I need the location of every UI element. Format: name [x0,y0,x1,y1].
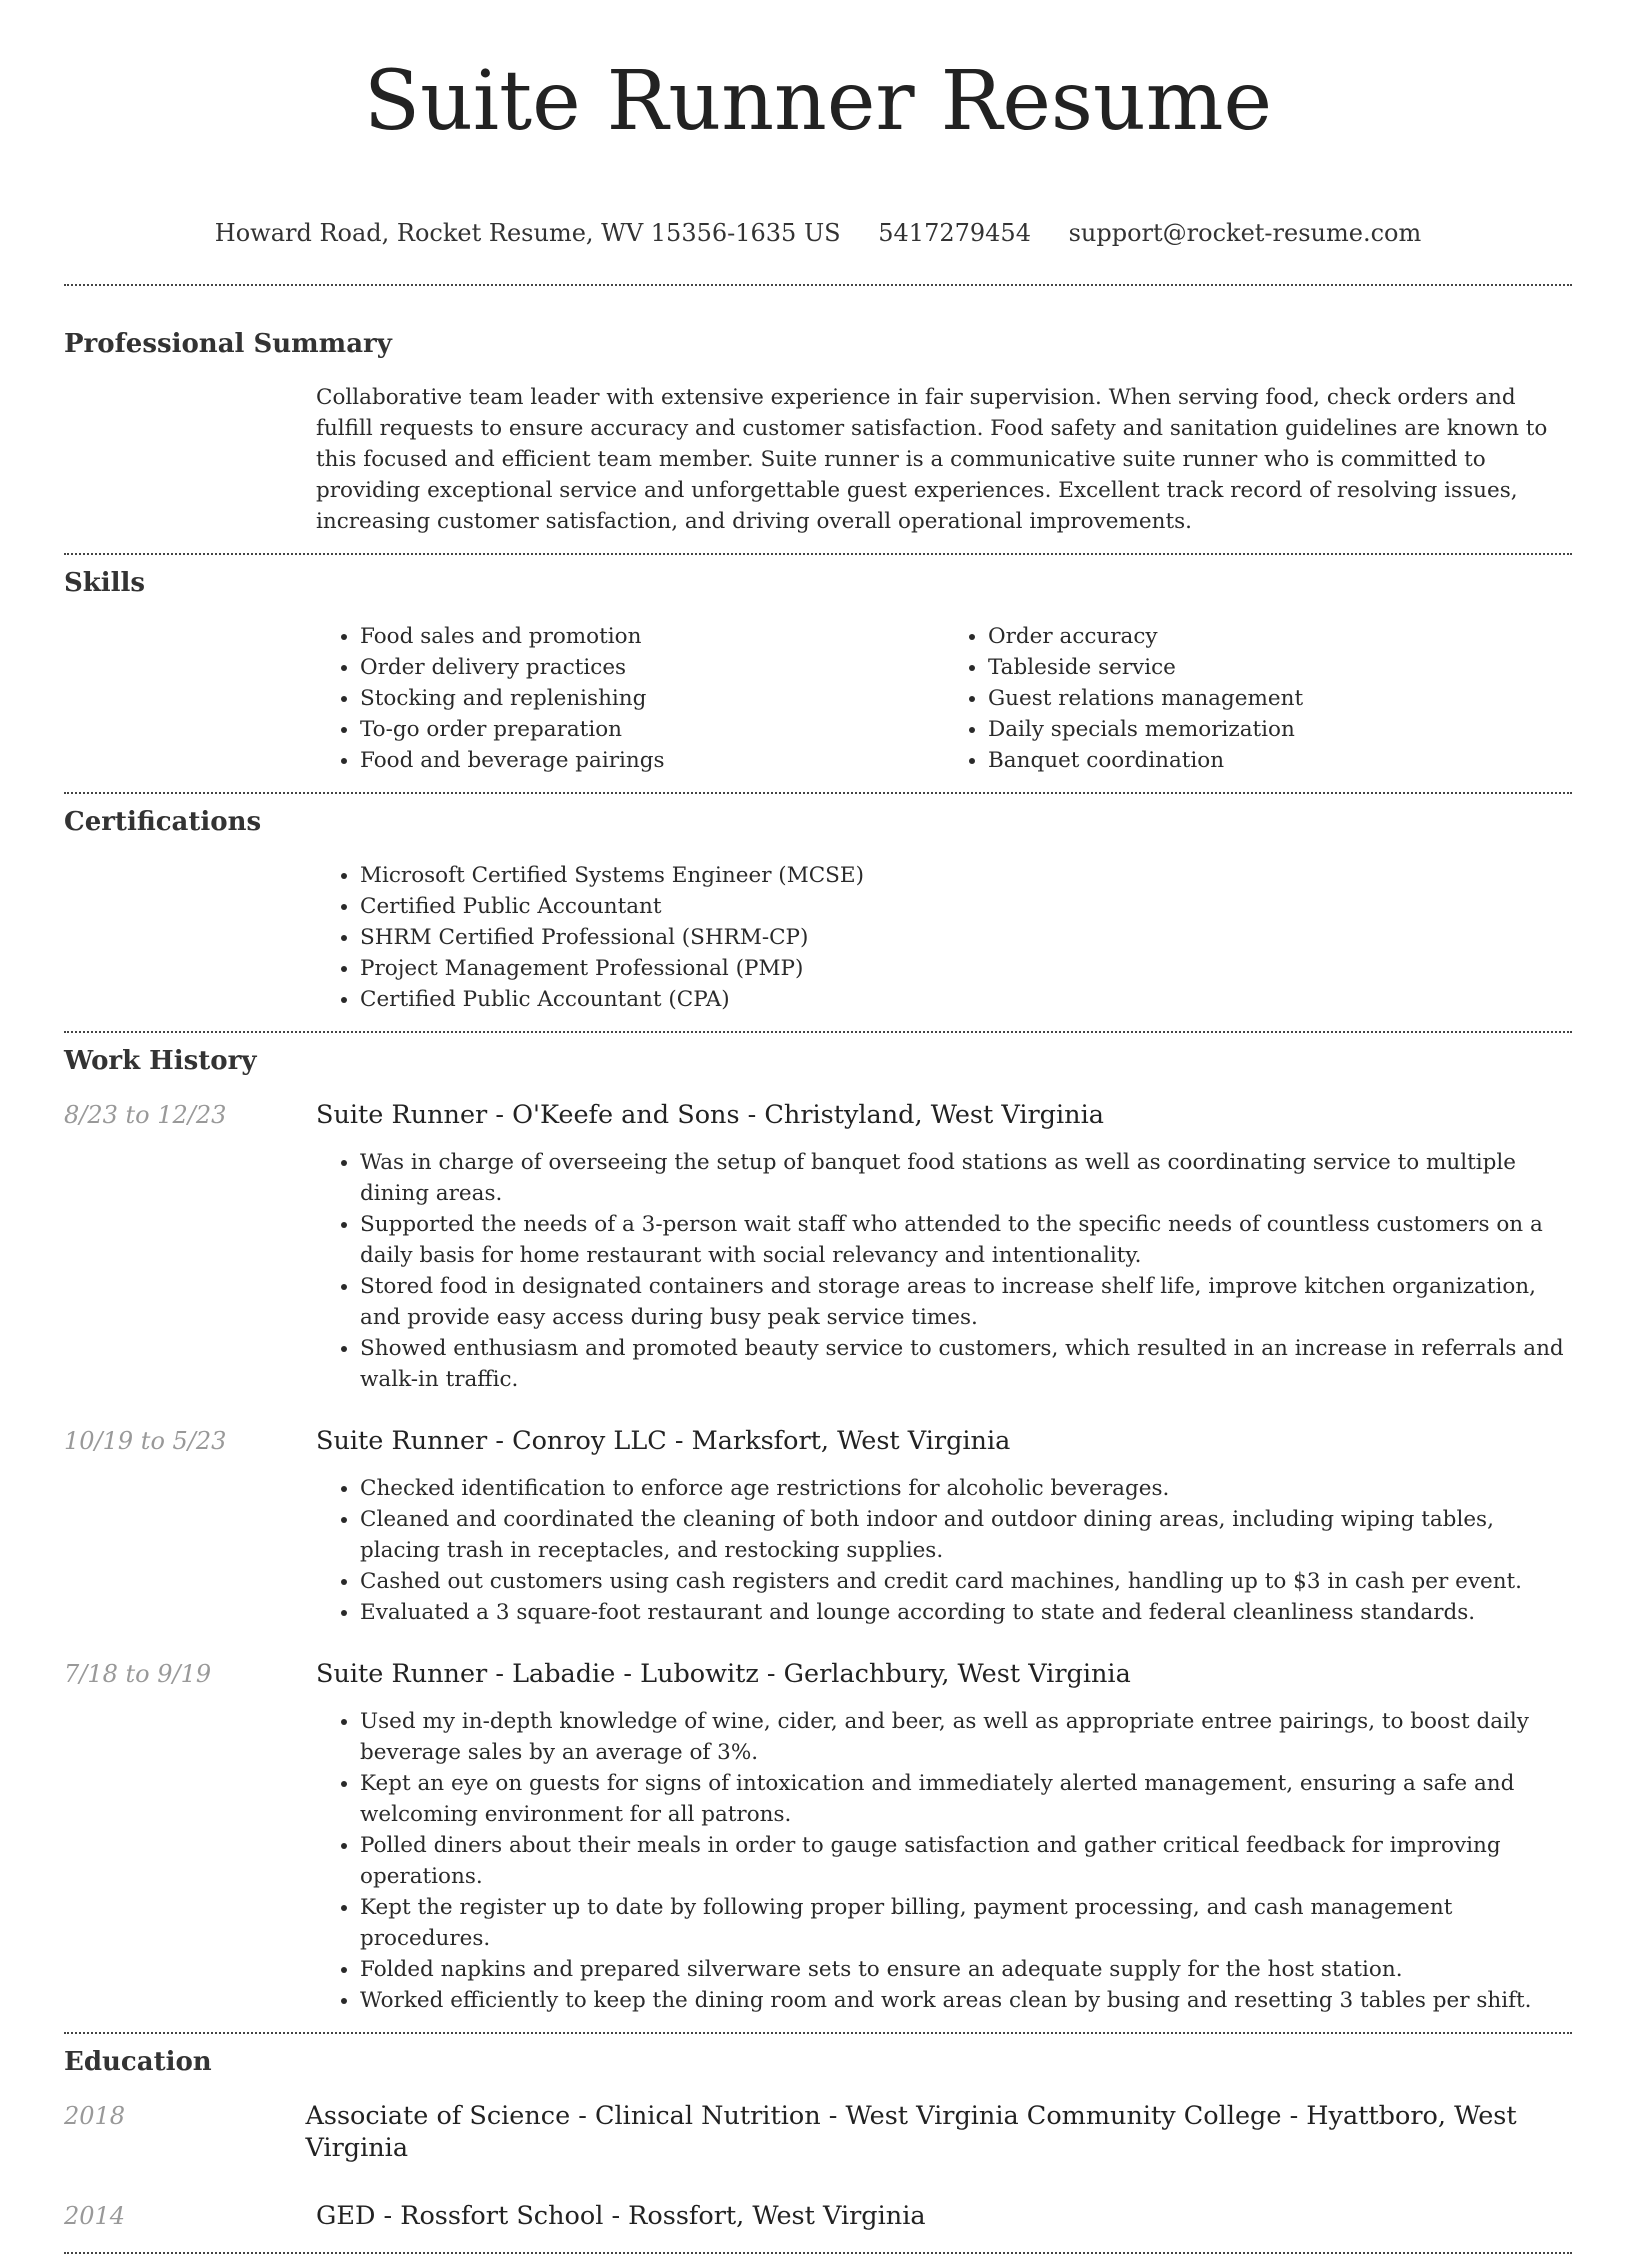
skill-item: • To-go order preparation [360,714,944,745]
divider [64,1031,1572,1033]
education-year: 2014 [64,2202,126,2230]
education-title: GED - Rossfort School - Rossfort, West Virginia [316,2201,926,2231]
resume-page [64,0,1572,2254]
contact-line [64,218,1572,248]
education-entry [64,2200,1572,2232]
job-bullet: • Cleaned and coordinated the cleaning of both indoor and outdoor dining areas, including wiping tables, placing trash in receptacles, and restocking supplies. [360,1504,1572,1566]
contact-address: Howard Road, Rocket Resume, WV 15356-1635 US [214,219,841,247]
skill-item: • Order accuracy [988,621,1572,652]
certification-item: • Certified Public Accountant (CPA) [360,984,1572,1015]
job-bullet: • Polled diners about their meals in order to gauge satisfaction and gather critical feedback for improving operations. [360,1830,1572,1892]
summary-text: Collaborative team leader with extensive experience in fair supervision. When serving food, check orders and fulfill requests to ensure accuracy and customer satisfaction. Food safety and sanitation guidelines are known to this focused and efficient team member. Suite runner is a communicative suite runner who is committed to providing exceptional service and unforgettable guest experiences. Excellent track record of resolving issues, increasing customer satisfaction, and driving overall operational improvements. [316,385,1548,534]
divider [64,284,1572,286]
job-dates: 8/23 to 12/23 [64,1101,227,1129]
summary-heading: Professional Summary [64,329,392,359]
skill-item: • Stocking and replenishing [360,683,944,714]
job-bullet: • Used my in-depth knowledge of wine, cider, and beer, as well as appropriate entree pairings, to boost daily beverage sales by an average of 3%. [360,1706,1572,1768]
job-bullet: • Showed enthusiasm and promoted beauty service to customers, which resulted in an increase in referrals and walk-in traffic. [360,1333,1572,1395]
certification-item: • Certified Public Accountant [360,891,1572,922]
skill-item: • Banquet coordination [988,745,1572,776]
job-title: Suite Runner - O'Keefe and Sons - Christyland, West Virginia [316,1100,1104,1130]
skills-heading: Skills [64,568,146,598]
education-entry [64,2100,1572,2164]
job-bullet: • Folded napkins and prepared silverware sets to ensure an adequate supply for the host station. [360,1954,1572,1985]
education-title: Associate of Science - Clinical Nutrition - West Virginia Community College - Hyattboro, West Virginia [305,2101,1517,2163]
skill-item: • Guest relations management [988,683,1572,714]
job-entry [64,1099,1572,1395]
education-heading: Education [64,2047,212,2077]
job-entry [64,1425,1572,1628]
education-year: 2018 [64,2102,126,2130]
skills-list [316,621,1572,776]
job-bullet: • Kept an eye on guests for signs of intoxication and immediately alerted management, ensuring a safe and welcoming environment for all patrons. [360,1768,1572,1830]
divider [64,2032,1572,2034]
job-title: Suite Runner - Labadie - Lubowitz - Gerlachbury, West Virginia [316,1659,1131,1689]
job-bullet: • Kept the register up to date by following proper billing, payment processing, and cash management procedures. [360,1892,1572,1954]
certification-item: • SHRM Certified Professional (SHRM-CP) [360,922,1572,953]
job-dates: 7/18 to 9/19 [64,1660,212,1688]
job-bullet: • Cashed out customers using cash registers and credit card machines, handling up to $3 in cash per event. [360,1566,1572,1597]
job-title: Suite Runner - Conroy LLC - Marksfort, West Virginia [316,1426,1011,1456]
work-history-heading: Work History [64,1046,257,1076]
contact-phone: 5417279454 [878,219,1031,247]
skill-item: • Food sales and promotion [360,621,944,652]
divider [64,553,1572,555]
job-bullet: • Worked efficiently to keep the dining room and work areas clean by busing and resetting 3 tables per shift. [360,1985,1572,2016]
certifications-heading: Certifications [64,807,262,837]
job-bullet: • Stored food in designated containers and storage areas to increase shelf life, improve kitchen organization, and provide easy access during busy peak service times. [360,1271,1572,1333]
resume-title: Suite Runner Resume [363,54,1273,149]
skill-item: • Tableside service [988,652,1572,683]
skills-right-column [944,621,1572,776]
certifications-list [316,860,1572,1015]
job-bullet: • Evaluated a 3 square-foot restaurant and lounge according to state and federal cleanliness standards. [360,1597,1572,1628]
skill-item: • Daily specials memorization [988,714,1572,745]
skills-left-column [316,621,944,776]
certification-item: • Project Management Professional (PMP) [360,953,1572,984]
certification-item: • Microsoft Certified Systems Engineer (MCSE) [360,860,1572,891]
skill-item: • Order delivery practices [360,652,944,683]
job-bullet: • Checked identification to enforce age restrictions for alcoholic beverages. [360,1473,1572,1504]
contact-email: support@rocket-resume.com [1068,219,1422,247]
skill-item: • Food and beverage pairings [360,745,944,776]
job-bullet: • Supported the needs of a 3-person wait staff who attended to the specific needs of countless customers on a daily basis for home restaurant with social relevancy and intentionality. [360,1209,1572,1271]
divider [64,792,1572,794]
job-bullet: • Was in charge of overseeing the setup of banquet food stations as well as coordinating service to multiple dining areas. [360,1147,1572,1209]
job-dates: 10/19 to 5/23 [64,1427,227,1455]
job-entry [64,1658,1572,2016]
